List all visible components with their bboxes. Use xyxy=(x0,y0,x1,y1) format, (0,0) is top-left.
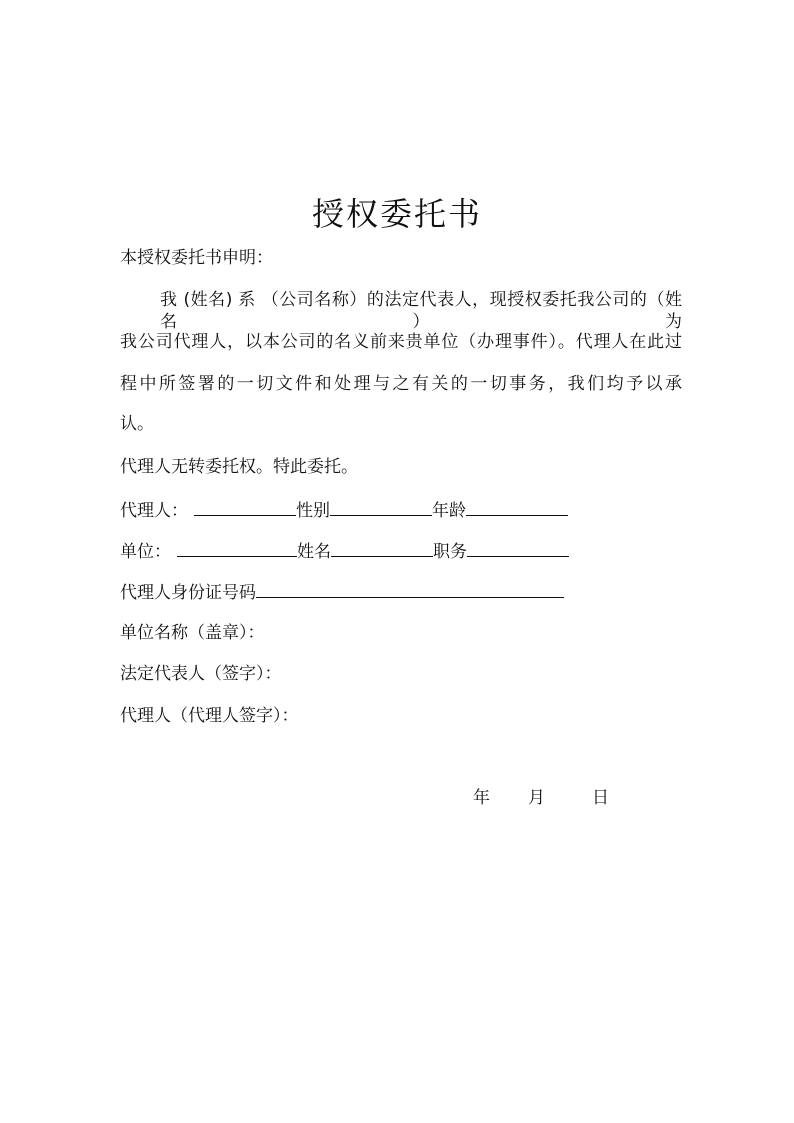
id-blank[interactable] xyxy=(256,580,564,598)
date-year: 年 xyxy=(473,788,490,808)
gender-label: 性别 xyxy=(296,501,330,521)
position-blank[interactable] xyxy=(467,539,569,557)
paragraph-line: 我公司代理人，以本公司的名义前来贵单位（办理事件）。代理人在此过 xyxy=(120,332,682,352)
gender-blank[interactable] xyxy=(330,498,432,516)
age-blank[interactable] xyxy=(466,498,568,516)
paragraph-line: 我 (姓名) 系 （公司名称）的法定代表人，现授权委托我公司的（姓名）为 xyxy=(160,290,682,332)
agent-blank[interactable] xyxy=(194,498,296,516)
agent-signature-line: 代理人（代理人签字）： xyxy=(120,706,299,726)
date-month: 月 xyxy=(528,788,545,808)
agent-row xyxy=(120,498,568,522)
name-blank[interactable] xyxy=(331,539,433,557)
unit-row xyxy=(120,539,569,563)
document-title: 授权委托书 xyxy=(311,195,482,233)
id-label: 代理人身份证号码 xyxy=(120,583,256,603)
unit-label: 单位： xyxy=(120,542,171,562)
unit-blank[interactable] xyxy=(177,539,297,557)
age-label: 年龄 xyxy=(432,501,466,521)
date-day: 日 xyxy=(592,788,609,808)
position-label: 职务 xyxy=(433,542,467,562)
no-transfer-statement: 代理人无转委托权。特此委托。 xyxy=(120,457,358,477)
id-row xyxy=(120,580,564,604)
paragraph-line: 程中所签署的一切文件和处理与之有关的一切事务，我们均予以承 xyxy=(120,374,682,394)
intro-line: 本授权委托书申明： xyxy=(120,248,273,268)
agent-label: 代理人： xyxy=(120,501,188,521)
legal-rep-signature-line: 法定代表人（签字）： xyxy=(120,664,282,684)
unit-seal-line: 单位名称（盖章）： xyxy=(120,623,265,643)
paragraph-line: 认。 xyxy=(120,414,154,434)
name-label: 姓名 xyxy=(297,542,331,562)
